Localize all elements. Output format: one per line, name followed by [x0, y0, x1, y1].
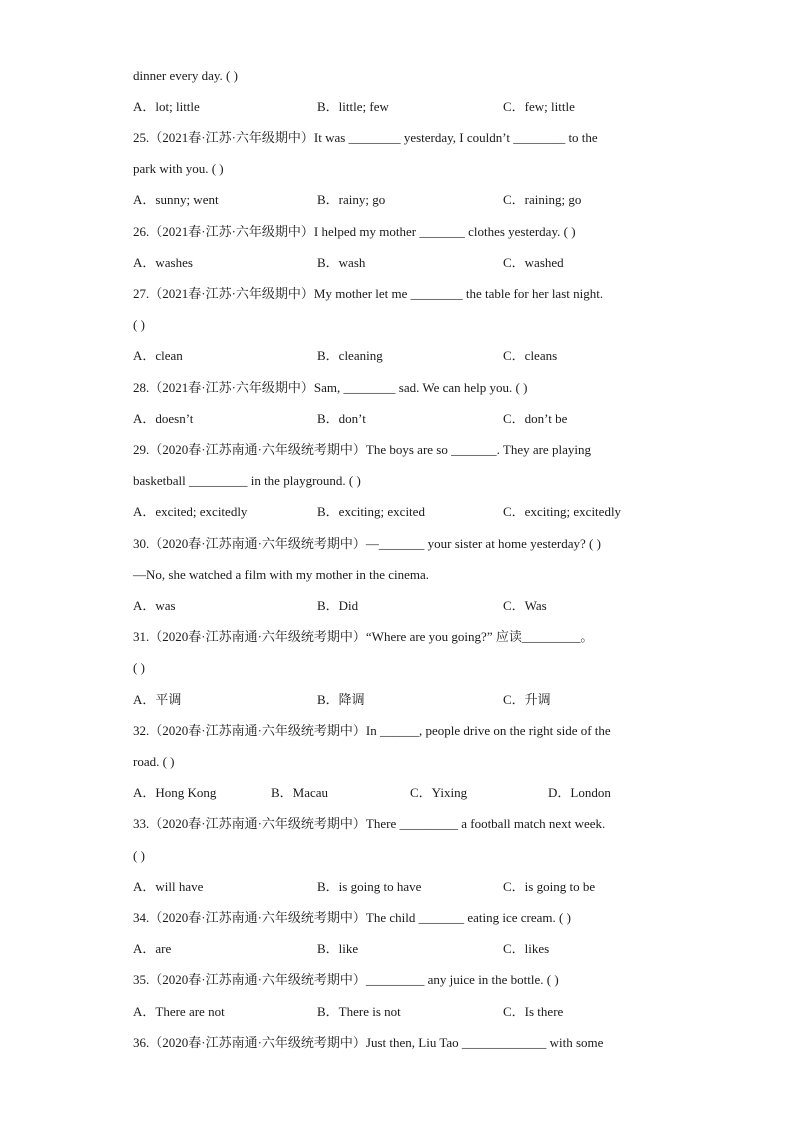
q26-option-a: A．washes: [133, 255, 193, 270]
q30-option-a: A．was: [133, 598, 176, 613]
q24-option-c: C．few; little: [503, 99, 575, 114]
question-27-text: 27.（2021春·江苏·六年级期中）My mother let me ________ the table for her last night.: [133, 286, 604, 301]
q35-option-a: A．There are not: [133, 1004, 225, 1019]
question-26-text: 26.（2021春·江苏·六年级期中）I helped my mother _______ clothes yesterday. ( ): [133, 224, 576, 239]
q33-option-b: B．is going to have: [317, 879, 422, 894]
question-32-text-line2: road. ( ): [133, 754, 175, 769]
q25-option-c: C．raining; go: [503, 192, 582, 207]
question-36-text: 36.（2020春·江苏南通·六年级统考期中）Just then, Liu Tao _____________ with some: [133, 1035, 604, 1050]
q25-option-b: B．rainy; go: [317, 192, 386, 207]
question-30-text-line2: —No, she watched a film with my mother in the cinema.: [133, 567, 430, 582]
q32-option-c: C．Yixing: [410, 785, 468, 800]
q32-option-a: A．Hong Kong: [133, 785, 217, 800]
q29-option-b: B．exciting; excited: [317, 504, 425, 519]
q34-option-a: A．are: [133, 941, 172, 956]
q32-option-b: B．Macau: [271, 785, 329, 800]
question-32-text: 32.（2020春·江苏南通·六年级统考期中）In ______, people drive on the right side of the: [133, 723, 611, 738]
question-29-text: 29.（2020春·江苏南通·六年级统考期中）The boys are so _______. They are playing: [133, 442, 591, 457]
q33-option-a: A．will have: [133, 879, 204, 894]
q31-option-c: C．升调: [503, 692, 551, 707]
question-31-text-line2: ( ): [133, 660, 145, 675]
q25-option-a: A．sunny; went: [133, 192, 219, 207]
q26-option-b: B．wash: [317, 255, 366, 270]
q30-option-c: C．Was: [503, 598, 547, 613]
q33-option-c: C．is going to be: [503, 879, 596, 894]
q30-option-b: B．Did: [317, 598, 359, 613]
q26-option-c: C．washed: [503, 255, 564, 270]
q31-option-a: A．平调: [133, 692, 182, 707]
q27-option-b: B．cleaning: [317, 348, 383, 363]
question-33-text: 33.（2020春·江苏南通·六年级统考期中）There _________ a football match next week.: [133, 816, 606, 831]
q29-option-a: A．excited; excitedly: [133, 504, 248, 519]
question-28-text: 28.（2021春·江苏·六年级期中）Sam, ________ sad. We can help you. ( ): [133, 380, 528, 395]
question-24-continuation: dinner every day. ( ): [133, 68, 238, 83]
question-27-text-line2: ( ): [133, 317, 145, 332]
q34-option-b: B．like: [317, 941, 359, 956]
question-30-text: 30.（2020春·江苏南通·六年级统考期中）—_______ your sister at home yesterday? ( ): [133, 536, 601, 551]
question-33-text-line2: ( ): [133, 848, 145, 863]
q24-option-b: B．little; few: [317, 99, 389, 114]
q28-option-a: A．doesn’t: [133, 411, 194, 426]
q35-option-c: C．Is there: [503, 1004, 564, 1019]
q27-option-a: A．clean: [133, 348, 183, 363]
q32-option-d: D．London: [548, 785, 611, 800]
q29-option-c: C．exciting; excitedly: [503, 504, 622, 519]
q28-option-c: C．don’t be: [503, 411, 568, 426]
question-25-text: 25.（2021春·江苏·六年级期中）It was ________ yesterday, I couldn’t ________ to the: [133, 130, 598, 145]
q24-option-a: A．lot; little: [133, 99, 200, 114]
question-29-text-line2: basketball _________ in the playground. ( ): [133, 473, 361, 488]
q31-option-b: B．降调: [317, 692, 365, 707]
q34-option-c: C．likes: [503, 941, 550, 956]
q27-option-c: C．cleans: [503, 348, 558, 363]
question-31-text: 31.（2020春·江苏南通·六年级统考期中）“Where are you going?” 应读_________。: [133, 629, 594, 644]
q35-option-b: B．There is not: [317, 1004, 401, 1019]
q28-option-b: B．don’t: [317, 411, 366, 426]
question-25-text-line2: park with you. ( ): [133, 161, 224, 176]
question-35-text: 35.（2020春·江苏南通·六年级统考期中）_________ any juice in the bottle. ( ): [133, 972, 559, 987]
question-34-text: 34.（2020春·江苏南通·六年级统考期中）The child _______ eating ice cream. ( ): [133, 910, 571, 925]
